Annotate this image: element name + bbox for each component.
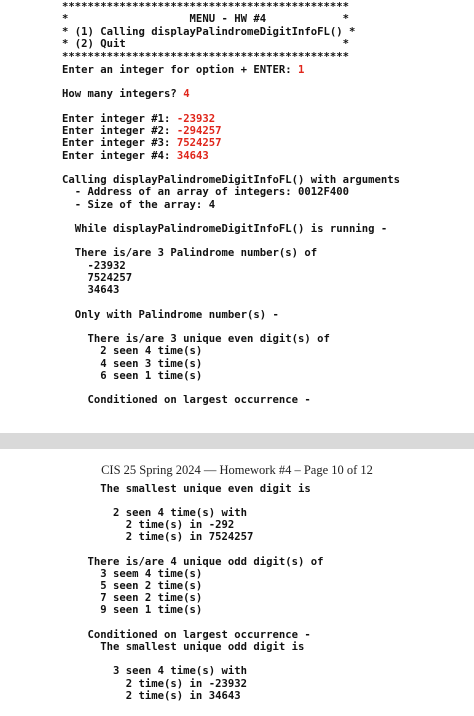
integer-entry-2 — [62, 125, 221, 137]
calling-line: Calling displayPalindromeDigitInfoFL() with arguments — [62, 174, 401, 186]
integer-entry-value: 34643 — [176, 150, 209, 162]
odd-digit-item: 5 seen 2 time(s) — [62, 580, 203, 592]
page-separator — [0, 433, 474, 449]
integer-entry-4 — [62, 150, 209, 162]
integer-entry-1 — [62, 113, 215, 125]
even-digit-item: 4 seen 3 time(s) — [62, 358, 203, 370]
only-palindrome-line: Only with Palindrome number(s) - — [62, 309, 279, 321]
integer-entry-label: Enter integer #4: — [62, 150, 177, 162]
integer-entry-value: -23932 — [176, 113, 216, 125]
menu-border-bottom: ********************************************* — [62, 51, 350, 63]
even-result-item: 2 time(s) in 7524257 — [62, 531, 254, 543]
odd-digit-item: 7 seen 2 time(s) — [62, 592, 203, 604]
menu-title: * MENU - HW #4 * — [62, 13, 350, 25]
address-line: - Address of an array of integers: 0012F400 — [62, 186, 350, 198]
menu-option-2: * (2) Quit * — [62, 38, 350, 50]
unique-even-line: There is/are 3 unique even digit(s) of — [62, 333, 330, 345]
smallest-even-line: The smallest unique even digit is — [62, 483, 311, 495]
integer-entry-value: 7524257 — [176, 137, 222, 149]
palindrome-item: -23932 — [62, 260, 126, 272]
conditioned-line: Conditioned on largest occurrence - — [62, 394, 311, 406]
palindrome-item: 34643 — [62, 284, 120, 296]
smallest-odd-line: The smallest unique odd digit is — [62, 641, 305, 653]
conditioned-line-2: Conditioned on largest occurrence - — [62, 629, 311, 641]
integer-entry-label: Enter integer #2: — [62, 125, 177, 137]
odd-result-item: 2 time(s) in 34643 — [62, 690, 241, 702]
integer-entry-3 — [62, 137, 221, 149]
palindrome-item: 7524257 — [62, 272, 133, 284]
size-line: - Size of the array: 4 — [62, 199, 216, 211]
integer-entry-label: Enter integer #1: — [62, 113, 177, 125]
unique-odd-line: There is/are 4 unique odd digit(s) of — [62, 556, 324, 568]
how-many-label: How many integers? — [62, 88, 184, 100]
integer-entry-label: Enter integer #3: — [62, 137, 177, 149]
while-running-line: While displayPalindromeDigitInfoFL() is running - — [62, 223, 388, 235]
option-input-value: 1 — [298, 64, 305, 76]
menu-border-top: ********************************************* — [62, 1, 350, 13]
menu-option-1: * (1) Calling displayPalindromeDigitInfoFL() * — [62, 26, 356, 38]
page-footer: CIS 25 Spring 2024 — Homework #4 – Page 10 of 12 — [101, 463, 373, 477]
option-prompt-label: Enter an integer for option + ENTER: — [62, 64, 298, 76]
odd-result-line: 3 seen 4 time(s) with — [62, 665, 247, 677]
option-prompt — [62, 64, 304, 76]
odd-digit-item: 9 seen 1 time(s) — [62, 604, 203, 616]
console-output-page-2 — [0, 449, 474, 716]
how-many-value: 4 — [183, 88, 190, 100]
odd-result-item: 2 time(s) in -23932 — [62, 678, 247, 690]
even-digit-item: 2 seen 4 time(s) — [62, 345, 203, 357]
even-result-item: 2 time(s) in -292 — [62, 519, 235, 531]
integer-entry-value: -294257 — [176, 125, 222, 137]
palindrome-count-line: There is/are 3 Palindrome number(s) of — [62, 247, 318, 259]
even-result-line: 2 seen 4 time(s) with — [62, 507, 247, 519]
odd-digit-item: 3 seem 4 time(s) — [62, 568, 203, 580]
even-digit-item: 6 seen 1 time(s) — [62, 370, 203, 382]
how-many-prompt — [62, 88, 190, 100]
